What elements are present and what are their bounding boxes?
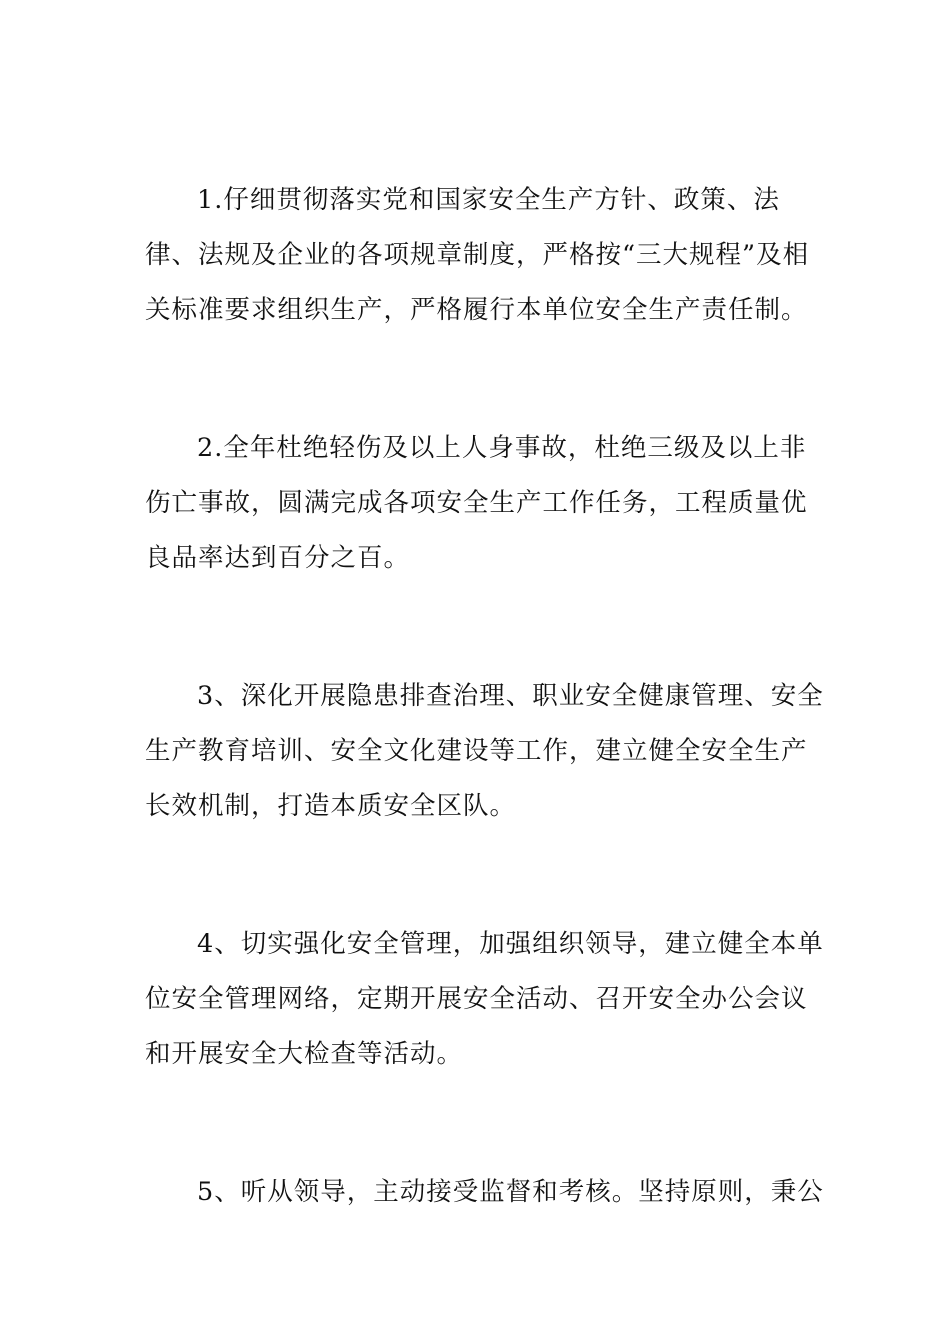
paragraph-3: 3、深化开展隐患排查治理、职业安全健康管理、安全生产教育培训、安全文化建设等工作，建立健全安全生产长效机制，打造本质安全区队。 xyxy=(145,681,824,821)
paragraph-2: 2.全年杜绝轻伤及以上人身事故，杜绝三级及以上非伤亡事故，圆满完成各项安全生产工作任务，工程质量优良品率达到百分之百。 xyxy=(145,433,808,573)
paragraph-4: 4、切实强化安全管理，加强组织领导，建立健全本单位安全管理网络，定期开展安全活动、召开安全办公会议和开展安全大检查等活动。 xyxy=(145,929,824,1069)
paragraph-1: 1.仔细贯彻落实党和国家安全生产方针、政策、法律、法规及企业的各项规章制度，严格按“三大规程”及相关标准要求组织生产，严格履行本单位安全生产责任制。 xyxy=(145,185,810,325)
paragraph-5: 5、听从领导，主动接受监督和考核。坚持原则，秉公 xyxy=(197,1177,824,1207)
